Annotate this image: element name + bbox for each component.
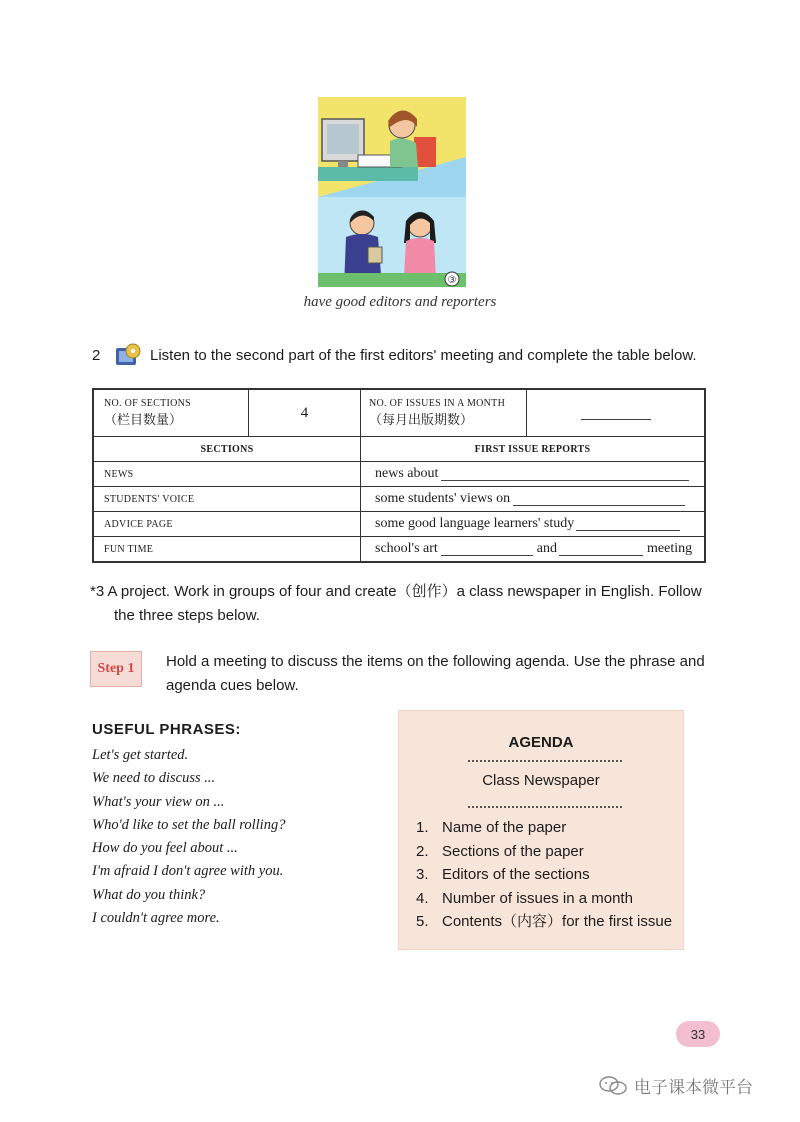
- illustration-editors-reporters: [318, 97, 466, 287]
- table-row: [94, 537, 704, 561]
- audio-cd-icon: [114, 343, 142, 367]
- list-item: 2. Sections of the paper: [416, 842, 584, 860]
- exercise-3-line1: *3 A project. Work in groups of four and create（创作）a class newspaper in English. Follow: [90, 583, 702, 600]
- report-text: some students' views on: [375, 491, 511, 506]
- agenda-box: [398, 710, 684, 950]
- section-name: ADVICE PAGE: [94, 512, 361, 536]
- dotted-divider: [468, 806, 622, 808]
- agenda-subtitle: Class Newspaper: [482, 772, 600, 789]
- exercise-2-instruction: [92, 343, 697, 367]
- list-item: 3. Editors of the sections: [416, 866, 590, 883]
- watermark-text: 电子课本微平台: [634, 1078, 753, 1097]
- list-item: I couldn't agree more.: [92, 910, 220, 927]
- table-row: [94, 462, 704, 487]
- agenda-list: [416, 817, 672, 935]
- list-item: 5. Contents（内容）for the first issue: [416, 913, 673, 930]
- report-text: some good language learners' study: [375, 516, 575, 531]
- step-1-line1: Hold a meeting to discuss the items on the following agenda. Use the phrase and: [166, 653, 705, 670]
- header-reports: FIRST ISSUE REPORTS: [474, 443, 591, 455]
- report-blank[interactable]: [576, 518, 680, 531]
- dotted-divider: [468, 760, 622, 762]
- section-name: STUDENTS' VOICE: [94, 487, 361, 511]
- list-item: 4. Number of issues in a month: [416, 889, 633, 907]
- exercise-2-text: Listen to the second part of the first editors' meeting and complete the table below.: [150, 346, 697, 364]
- exercise-3-line2: the three steps below.: [114, 607, 260, 624]
- exercise-number: 2: [92, 346, 101, 364]
- exercise-3-instruction: [90, 580, 730, 628]
- table-summary-row: [94, 390, 704, 437]
- issues-label-cn: （每月出版期数）: [369, 412, 474, 427]
- list-item: What do you think?: [92, 886, 206, 903]
- report-blank[interactable]: [441, 468, 689, 481]
- useful-phrases-title: USEFUL PHRASES:: [92, 721, 241, 738]
- sections-count-value: 4: [249, 390, 361, 436]
- section-name: FUN TIME: [94, 537, 361, 561]
- list-item: I'm afraid I don't agree with you.: [92, 863, 284, 880]
- list-item: 1. Name of the paper: [416, 819, 567, 836]
- report-blank[interactable]: [513, 493, 685, 506]
- table-row: [94, 512, 704, 537]
- page-number: 33: [676, 1021, 720, 1047]
- table-row: [94, 487, 704, 512]
- complete-table: [92, 388, 706, 563]
- list-item: Let's get started.: [92, 747, 189, 763]
- list-item: Who'd like to set the ball rolling?: [92, 816, 286, 833]
- useful-phrases-list: [92, 744, 285, 930]
- report-blank[interactable]: [441, 543, 533, 556]
- step-badge: Step 1: [90, 651, 142, 687]
- report-text: and: [536, 541, 558, 556]
- sections-count-label: NO. OF SECTIONS: [104, 398, 192, 409]
- list-item: What's your view on ...: [92, 793, 225, 810]
- header-sections: SECTIONS: [94, 437, 361, 461]
- report-blank[interactable]: [559, 543, 643, 556]
- issues-blank[interactable]: [581, 407, 651, 420]
- sections-count-label-cn: （栏目数量）: [104, 412, 183, 427]
- illustration-number: ③: [447, 275, 457, 286]
- agenda-title: AGENDA: [508, 734, 574, 751]
- step-1-line2: agenda cues below.: [166, 677, 299, 694]
- section-name: NEWS: [94, 462, 361, 486]
- step-1-instruction: [166, 650, 726, 698]
- illustration-caption: have good editors and reporters: [303, 294, 497, 310]
- report-text: meeting: [647, 541, 693, 556]
- watermark: [598, 1073, 753, 1098]
- wechat-icon: [598, 1075, 628, 1097]
- list-item: We need to discuss ...: [92, 770, 216, 787]
- list-item: How do you feel about ...: [92, 840, 238, 857]
- report-text: news about: [375, 466, 439, 481]
- table-header-row: [94, 437, 704, 462]
- report-text: school's art: [375, 541, 438, 556]
- issues-label: NO. OF ISSUES IN A MONTH: [369, 398, 506, 409]
